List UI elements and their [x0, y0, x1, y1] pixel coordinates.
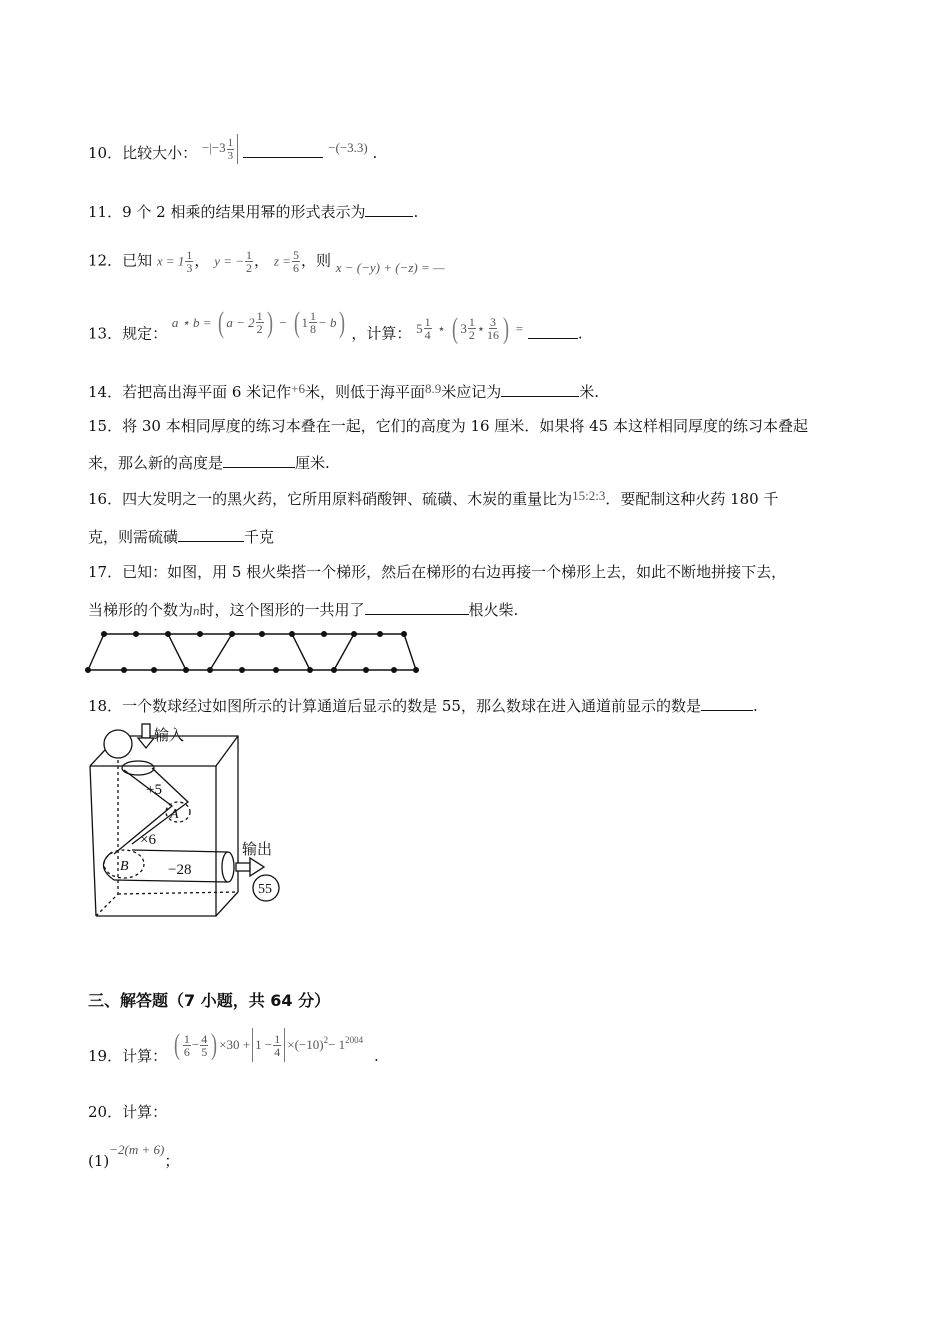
question-15-line1: 15．将 30 本相同厚度的练习本叠在一起，它们的高度为 16 厘米．如果将 45 本这样相同厚度的练习本叠起: [88, 417, 808, 435]
result-value: 55: [258, 882, 272, 897]
q10-right-expression: −(−3.3): [328, 139, 368, 155]
q13-definition: a ⋆ b = ( a − 2 $\frac{1}{2}$ ) − ( 1 $\frac{1}{8}$ − b): [171, 305, 345, 339]
calculation-channel-diagram: [88, 722, 298, 922]
trapezoid-matchstick-figure: [84, 626, 424, 678]
q18-answer-blank[interactable]: [701, 696, 753, 711]
op-times-6: ×6: [140, 832, 156, 848]
question-14: 14．若把高出海平面 6 米记作+6米，则低于海平面8.9米应记为 米.: [88, 381, 600, 401]
q19-expression: ( $\frac{1}{6}$ − $\frac{4}{5}$ ) ×30 + 1 − $\frac{1}{4}$ $\times(-10)^2- 1^{2004}$: [173, 1028, 364, 1061]
q13-answer-blank[interactable]: [528, 324, 578, 339]
q10-left-expression: −|−3 $\frac{1}{3}$: [202, 140, 244, 155]
question-15-line2: 来，那么新的高度是 厘米.: [88, 454, 330, 472]
question-19: 19．计算： ( $\frac{1}{6}$ − $\frac{4}{5}$ ) ×30 + 1 − $\frac{1}{4}$ $\times(-10)^2- 1^{2004}$ .: [88, 1028, 379, 1065]
question-20-item-1: (1)−2(m + 6)；: [88, 1142, 180, 1170]
question-18: 18．一个数球经过如图所示的计算通道后显示的数是 55，那么数球在进入通道前显示的数是 .: [88, 697, 758, 715]
question-10: 10．比较大小： −|−3 $\frac{1}{3}$ −(−3.3) .: [88, 140, 377, 170]
question-20: 20．计算：: [88, 1103, 168, 1121]
q16-answer-blank[interactable]: [178, 527, 244, 542]
q11-answer-blank[interactable]: [365, 202, 413, 217]
question-17-line2: 当梯形的个数为n时，这个图形的一共用了 根火柴.: [88, 601, 519, 619]
question-16-line1: 16．四大发明之一的黑火药，它所用原料硝酸钾、硫磺、木炭的重量比为15:2:3．要配制这种火药 180 千: [88, 488, 779, 508]
question-17-line1: 17．已知：如图，用 5 根火柴搭一个梯形，然后在梯形的右边再接一个梯形上去，如此不断地拼接下去，: [88, 563, 787, 581]
q17-answer-blank[interactable]: [365, 600, 469, 615]
point-b-label: B: [120, 859, 129, 874]
question-13: 13．规定： a ⋆ b = ( a − 2 $\frac{1}{2}$ ) − ( 1 $\frac{1}{8}$ − b) ，计算： 5 $\frac{1}{4}$ ⋆ ( 3 $\frac{1}{2}$ ⋆ $\frac{3}{16}$ ) = .: [88, 305, 583, 345]
op-add-5: +5: [146, 782, 162, 798]
q12-expression: x − (−y) + (−z) = —: [335, 259, 445, 275]
q10-answer-blank[interactable]: [243, 143, 323, 158]
input-label: 输入: [154, 726, 185, 744]
op-minus-28: −28: [168, 862, 192, 878]
q14-answer-blank[interactable]: [501, 382, 579, 397]
q13-calculation: 5 $\frac{1}{4}$ ⋆ ( 3 $\frac{1}{2}$ ⋆ $\frac{3}{16}$ ) =: [416, 311, 524, 345]
point-a-label: A: [170, 807, 179, 822]
q15-answer-blank[interactable]: [223, 453, 295, 468]
question-12: 12．已知 x = 1 $\frac{1}{3}$ ， y = − $\frac{1}{2}$ ， z = $\frac{5}{6}$ ，则 x − (−y) + (−z) = —: [88, 248, 445, 275]
question-11: 11．9 个 2 相乘的结果用幂的形式表示为 .: [88, 203, 419, 221]
question-16-line2: 克，则需硫磺 千克: [88, 528, 275, 546]
output-label: 输出: [242, 840, 273, 858]
section-title: 三、解答题（7 小题，共 64 分）: [88, 991, 331, 1010]
